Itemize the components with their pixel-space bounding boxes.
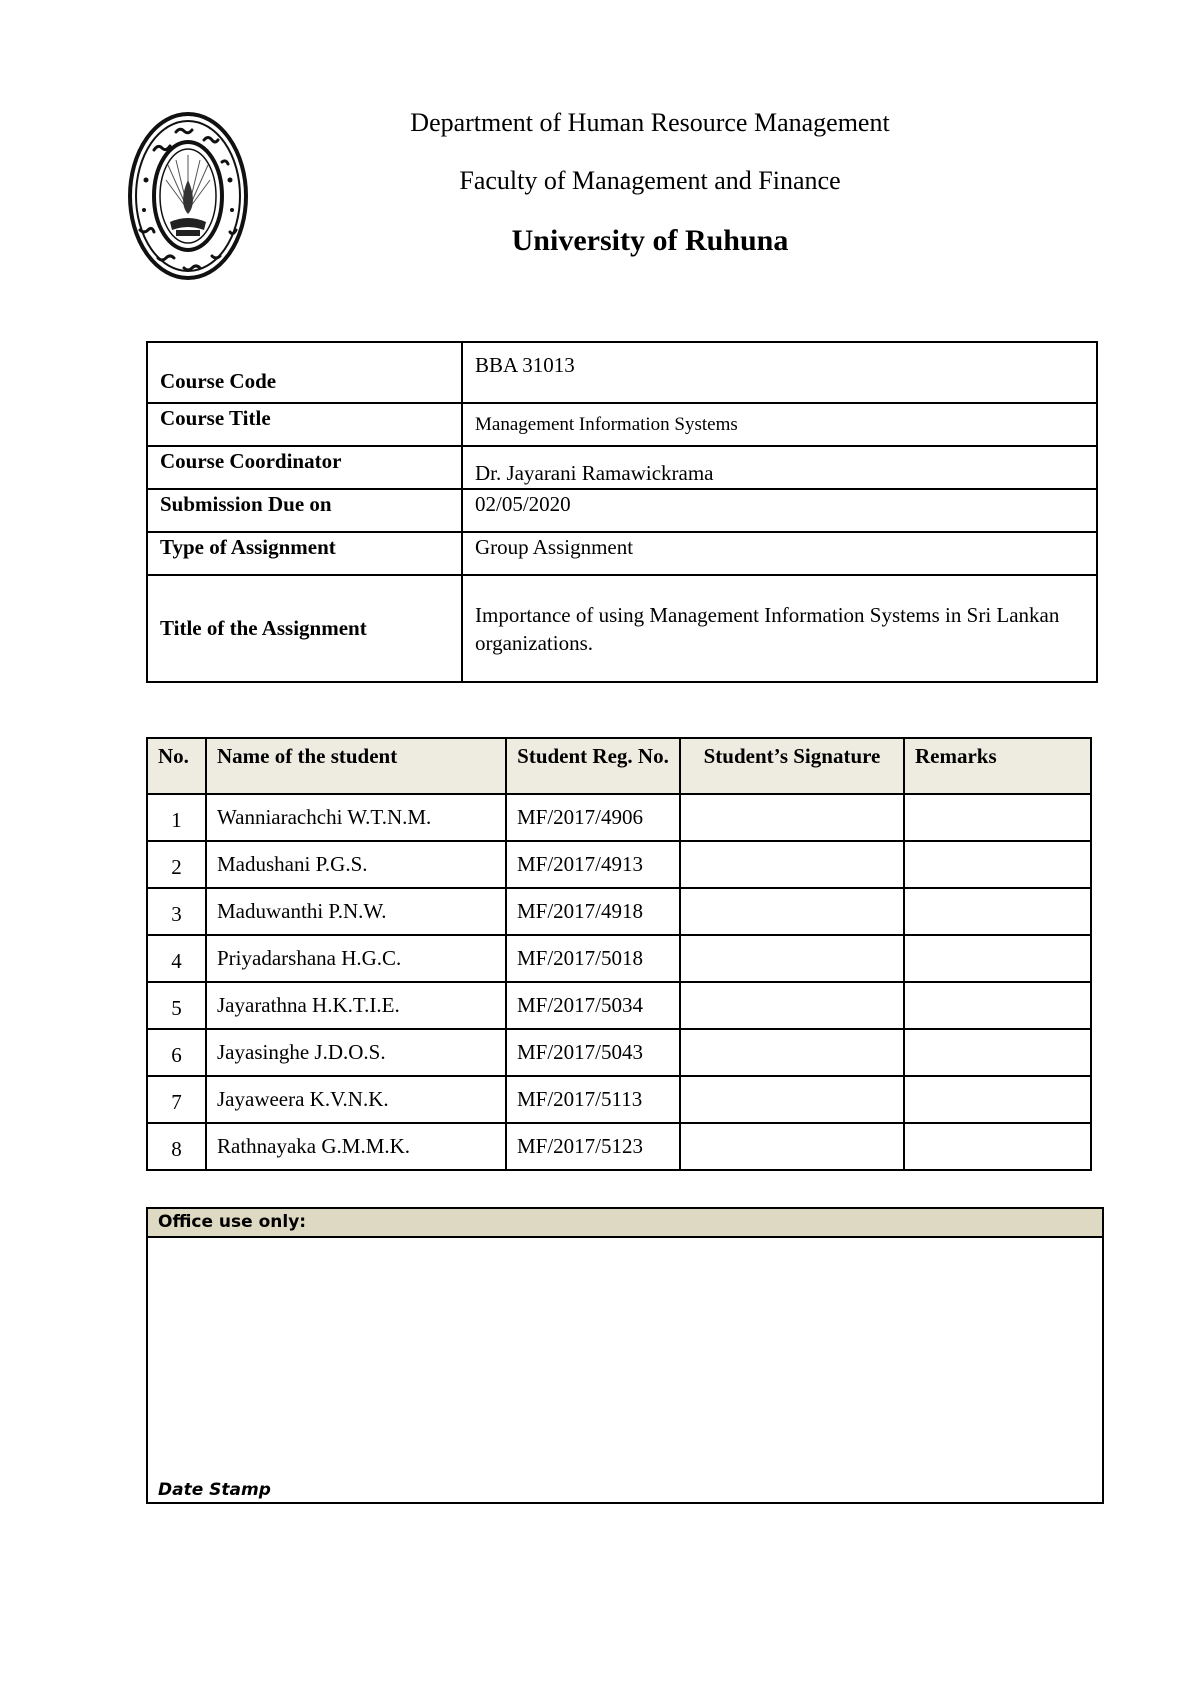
- student-reg-no: MF/2017/5043: [506, 1029, 680, 1076]
- student-name: Maduwanthi P.N.W.: [206, 888, 506, 935]
- student-name: Jayaweera K.V.N.K.: [206, 1076, 506, 1123]
- student-name: Wanniarachchi W.T.N.M.: [206, 794, 506, 841]
- course-coordinator-label: Course Coordinator: [147, 446, 462, 489]
- department-name: Department of Human Resource Management: [410, 108, 890, 137]
- assignment-title-label: Title of the Assignment: [147, 575, 462, 682]
- university-seal-icon: [126, 110, 250, 282]
- table-row: [147, 1123, 1091, 1170]
- student-reg-no: MF/2017/5123: [506, 1123, 680, 1170]
- remarks-cell: [904, 1029, 1091, 1076]
- signature-cell: [680, 794, 904, 841]
- table-row: [147, 935, 1091, 982]
- course-coordinator-value: Dr. Jayarani Ramawickrama: [462, 446, 1097, 489]
- course-code-label: Course Code: [147, 342, 462, 403]
- signature-cell: [680, 888, 904, 935]
- student-name: Jayasinghe J.D.O.S.: [206, 1029, 506, 1076]
- student-name: Madushani P.G.S.: [206, 841, 506, 888]
- assignment-title-value: Importance of using Management Information Systems in Sri Lankan organizations.: [462, 575, 1097, 682]
- student-reg-no: MF/2017/5018: [506, 935, 680, 982]
- students-table: [146, 737, 1092, 1171]
- course-title-label: Course Title: [147, 403, 462, 446]
- remarks-cell: [904, 794, 1091, 841]
- course-info-row: [147, 575, 1097, 682]
- row-number: 8: [147, 1123, 206, 1170]
- row-number: 6: [147, 1029, 206, 1076]
- table-row: [147, 1076, 1091, 1123]
- course-info-row: [147, 403, 1097, 446]
- assignment-type-value: Group Assignment: [462, 532, 1097, 575]
- row-number: 5: [147, 982, 206, 1029]
- row-number: 7: [147, 1076, 206, 1123]
- column-header-remarks: Remarks: [904, 738, 1091, 794]
- table-row: [147, 888, 1091, 935]
- student-name: Jayarathna H.K.T.I.E.: [206, 982, 506, 1029]
- column-header-name: Name of the student: [206, 738, 506, 794]
- remarks-cell: [904, 1123, 1091, 1170]
- student-reg-no: MF/2017/4918: [506, 888, 680, 935]
- column-header-signature: Student’s Signature: [680, 738, 904, 794]
- remarks-cell: [904, 1076, 1091, 1123]
- column-header-no: No.: [147, 738, 206, 794]
- signature-cell: [680, 1029, 904, 1076]
- student-reg-no: MF/2017/4906: [506, 794, 680, 841]
- row-number: 3: [147, 888, 206, 935]
- remarks-cell: [904, 982, 1091, 1029]
- remarks-cell: [904, 841, 1091, 888]
- student-reg-no: MF/2017/5034: [506, 982, 680, 1029]
- university-name: University of Ruhuna: [511, 224, 789, 257]
- signature-cell: [680, 982, 904, 1029]
- students-table-header: [147, 738, 1091, 794]
- remarks-cell: [904, 935, 1091, 982]
- faculty-name: Faculty of Management and Finance: [459, 166, 841, 195]
- table-row: [147, 982, 1091, 1029]
- course-info-table: [146, 341, 1098, 683]
- student-reg-no: MF/2017/4913: [506, 841, 680, 888]
- course-info-row: [147, 342, 1097, 403]
- submission-due-label: Submission Due on: [147, 489, 462, 532]
- course-title-value: Management Information Systems: [462, 403, 1097, 446]
- date-stamp-label: Date Stamp: [158, 1480, 271, 1500]
- row-number: 1: [147, 794, 206, 841]
- assignment-type-label: Type of Assignment: [147, 532, 462, 575]
- table-row: [147, 794, 1091, 841]
- student-name: Priyadarshana H.G.C.: [206, 935, 506, 982]
- office-use-box: [146, 1207, 1104, 1504]
- row-number: 2: [147, 841, 206, 888]
- signature-cell: [680, 935, 904, 982]
- remarks-cell: [904, 888, 1091, 935]
- submission-due-value: 02/05/2020: [462, 489, 1097, 532]
- course-info-row: [147, 532, 1097, 575]
- signature-cell: [680, 1123, 904, 1170]
- column-header-reg: Student Reg. No.: [506, 738, 680, 794]
- signature-cell: [680, 841, 904, 888]
- student-name: Rathnayaka G.M.M.K.: [206, 1123, 506, 1170]
- student-reg-no: MF/2017/5113: [506, 1076, 680, 1123]
- table-row: [147, 841, 1091, 888]
- table-row: [147, 1029, 1091, 1076]
- course-info-row: [147, 446, 1097, 489]
- signature-cell: [680, 1076, 904, 1123]
- course-info-row: [147, 489, 1097, 532]
- row-number: 4: [147, 935, 206, 982]
- office-use-heading: Office use only:: [148, 1209, 1102, 1238]
- course-code-value: BBA 31013: [462, 342, 1097, 403]
